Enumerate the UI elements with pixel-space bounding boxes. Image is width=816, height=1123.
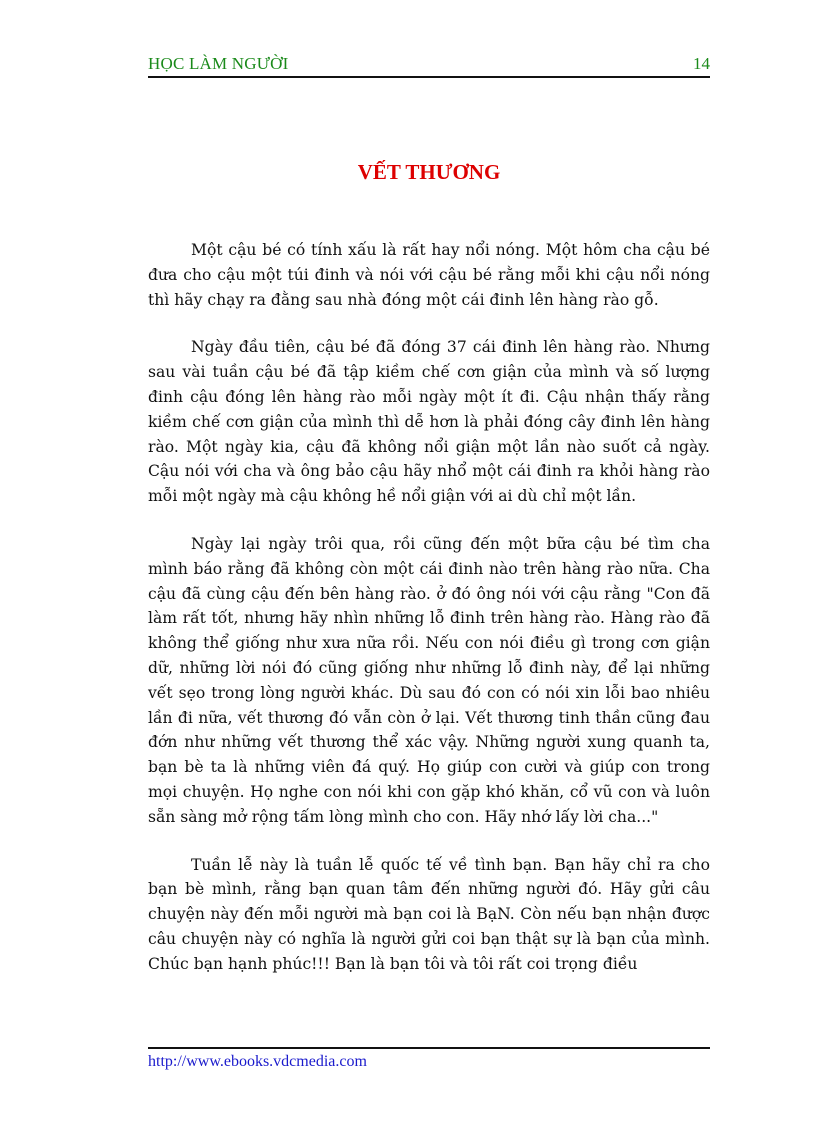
book-title: HỌC LÀM NGƯỜI bbox=[148, 54, 289, 73]
paragraph-4: Tuần lễ này là tuần lễ quốc tế về tình bạn. Bạn hãy chỉ ra cho bạn bè mình, rằng bạn quan tâm đến những người đó. Hãy gửi câu chuyện này đến mỗi người mà bạn coi là BạN. Còn nếu bạn nhận được câu chuyện này có nghĩa là người gửi coi bạn thật sự là bạn của mình. Chúc bạn hạnh phúc!!! Bạn là bạn tôi và tôi rất coi trọng điều bbox=[148, 855, 710, 973]
paragraph-2: Ngày đầu tiên, cậu bé đã đóng 37 cái đinh lên hàng rào. Nhưng sau vài tuần cậu bé đã tập kiềm chế cơn giận của mình và số lượng đinh cậu đóng lên hàng rào mỗi ngày một ít đi. Cậu nhận thấy rằng kiềm chế cơn giận của mình thì dễ hơn là phải đóng cây đinh lên hàng rào. Một ngày kia, cậu đã không nổi giận một lần nào suốt cả ngày. Cậu nói với cha và ông bảo cậu hãy nhổ một cái đinh ra khỏi hàng rào mỗi một ngày mà cậu không hề nổi giận với ai dù chỉ một lần. bbox=[148, 338, 710, 506]
chapter-title: VẾT THƯƠNG bbox=[357, 160, 501, 184]
page-footer bbox=[148, 1047, 710, 1071]
body-text bbox=[148, 238, 710, 1000]
paragraph-3: Ngày lại ngày trôi qua, rồi cũng đến một bữa cậu bé tìm cha mình báo rằng đã không còn một cái đinh nào trên hàng rào nữa. Cha cậu đã cùng cậu đến bên hàng rào. ở đó ông nói với cậu rằng "Con đã làm rất tốt, nhưng hãy nhìn những lỗ đinh trên hàng rào. Hàng rào đã không thể giống như xưa nữa rồi. Nếu con nói điều gì trong cơn giận dữ, những lời nói đó cũng giống như những lỗ đinh này, để lại những vết sẹo trong lòng người khác. Dù sau đó con có nói xin lỗi bao nhiêu lần đi nữa, vết thương đó vẫn còn ở lại. Vết thương tinh thần cũng đau đớn như những vết thương thể xác vậy. Những người xung quanh ta, bạn bè ta là những viên đá quý. Họ giúp con cười và giúp con trong mọi chuyện. Họ nghe con nói khi con gặp khó khăn, cổ vũ con và luôn sẵn sàng mở rộng tấm lòng mình cho con. Hãy nhớ lấy lời cha..." bbox=[148, 534, 710, 826]
page-number: 14 bbox=[693, 54, 710, 73]
page-header bbox=[148, 52, 710, 78]
paragraph-1: Một cậu bé có tính xấu là rất hay nổi nóng. Một hôm cha cậu bé đưa cho cậu một túi đinh và nói với cậu bé rằng mỗi khi cậu nổi nóng thì hãy chạy ra đằng sau nhà đóng một cái đinh lên hàng rào gỗ. bbox=[148, 241, 710, 309]
footer-link[interactable]: http://www.ebooks.vdcmedia.com bbox=[148, 1053, 367, 1070]
